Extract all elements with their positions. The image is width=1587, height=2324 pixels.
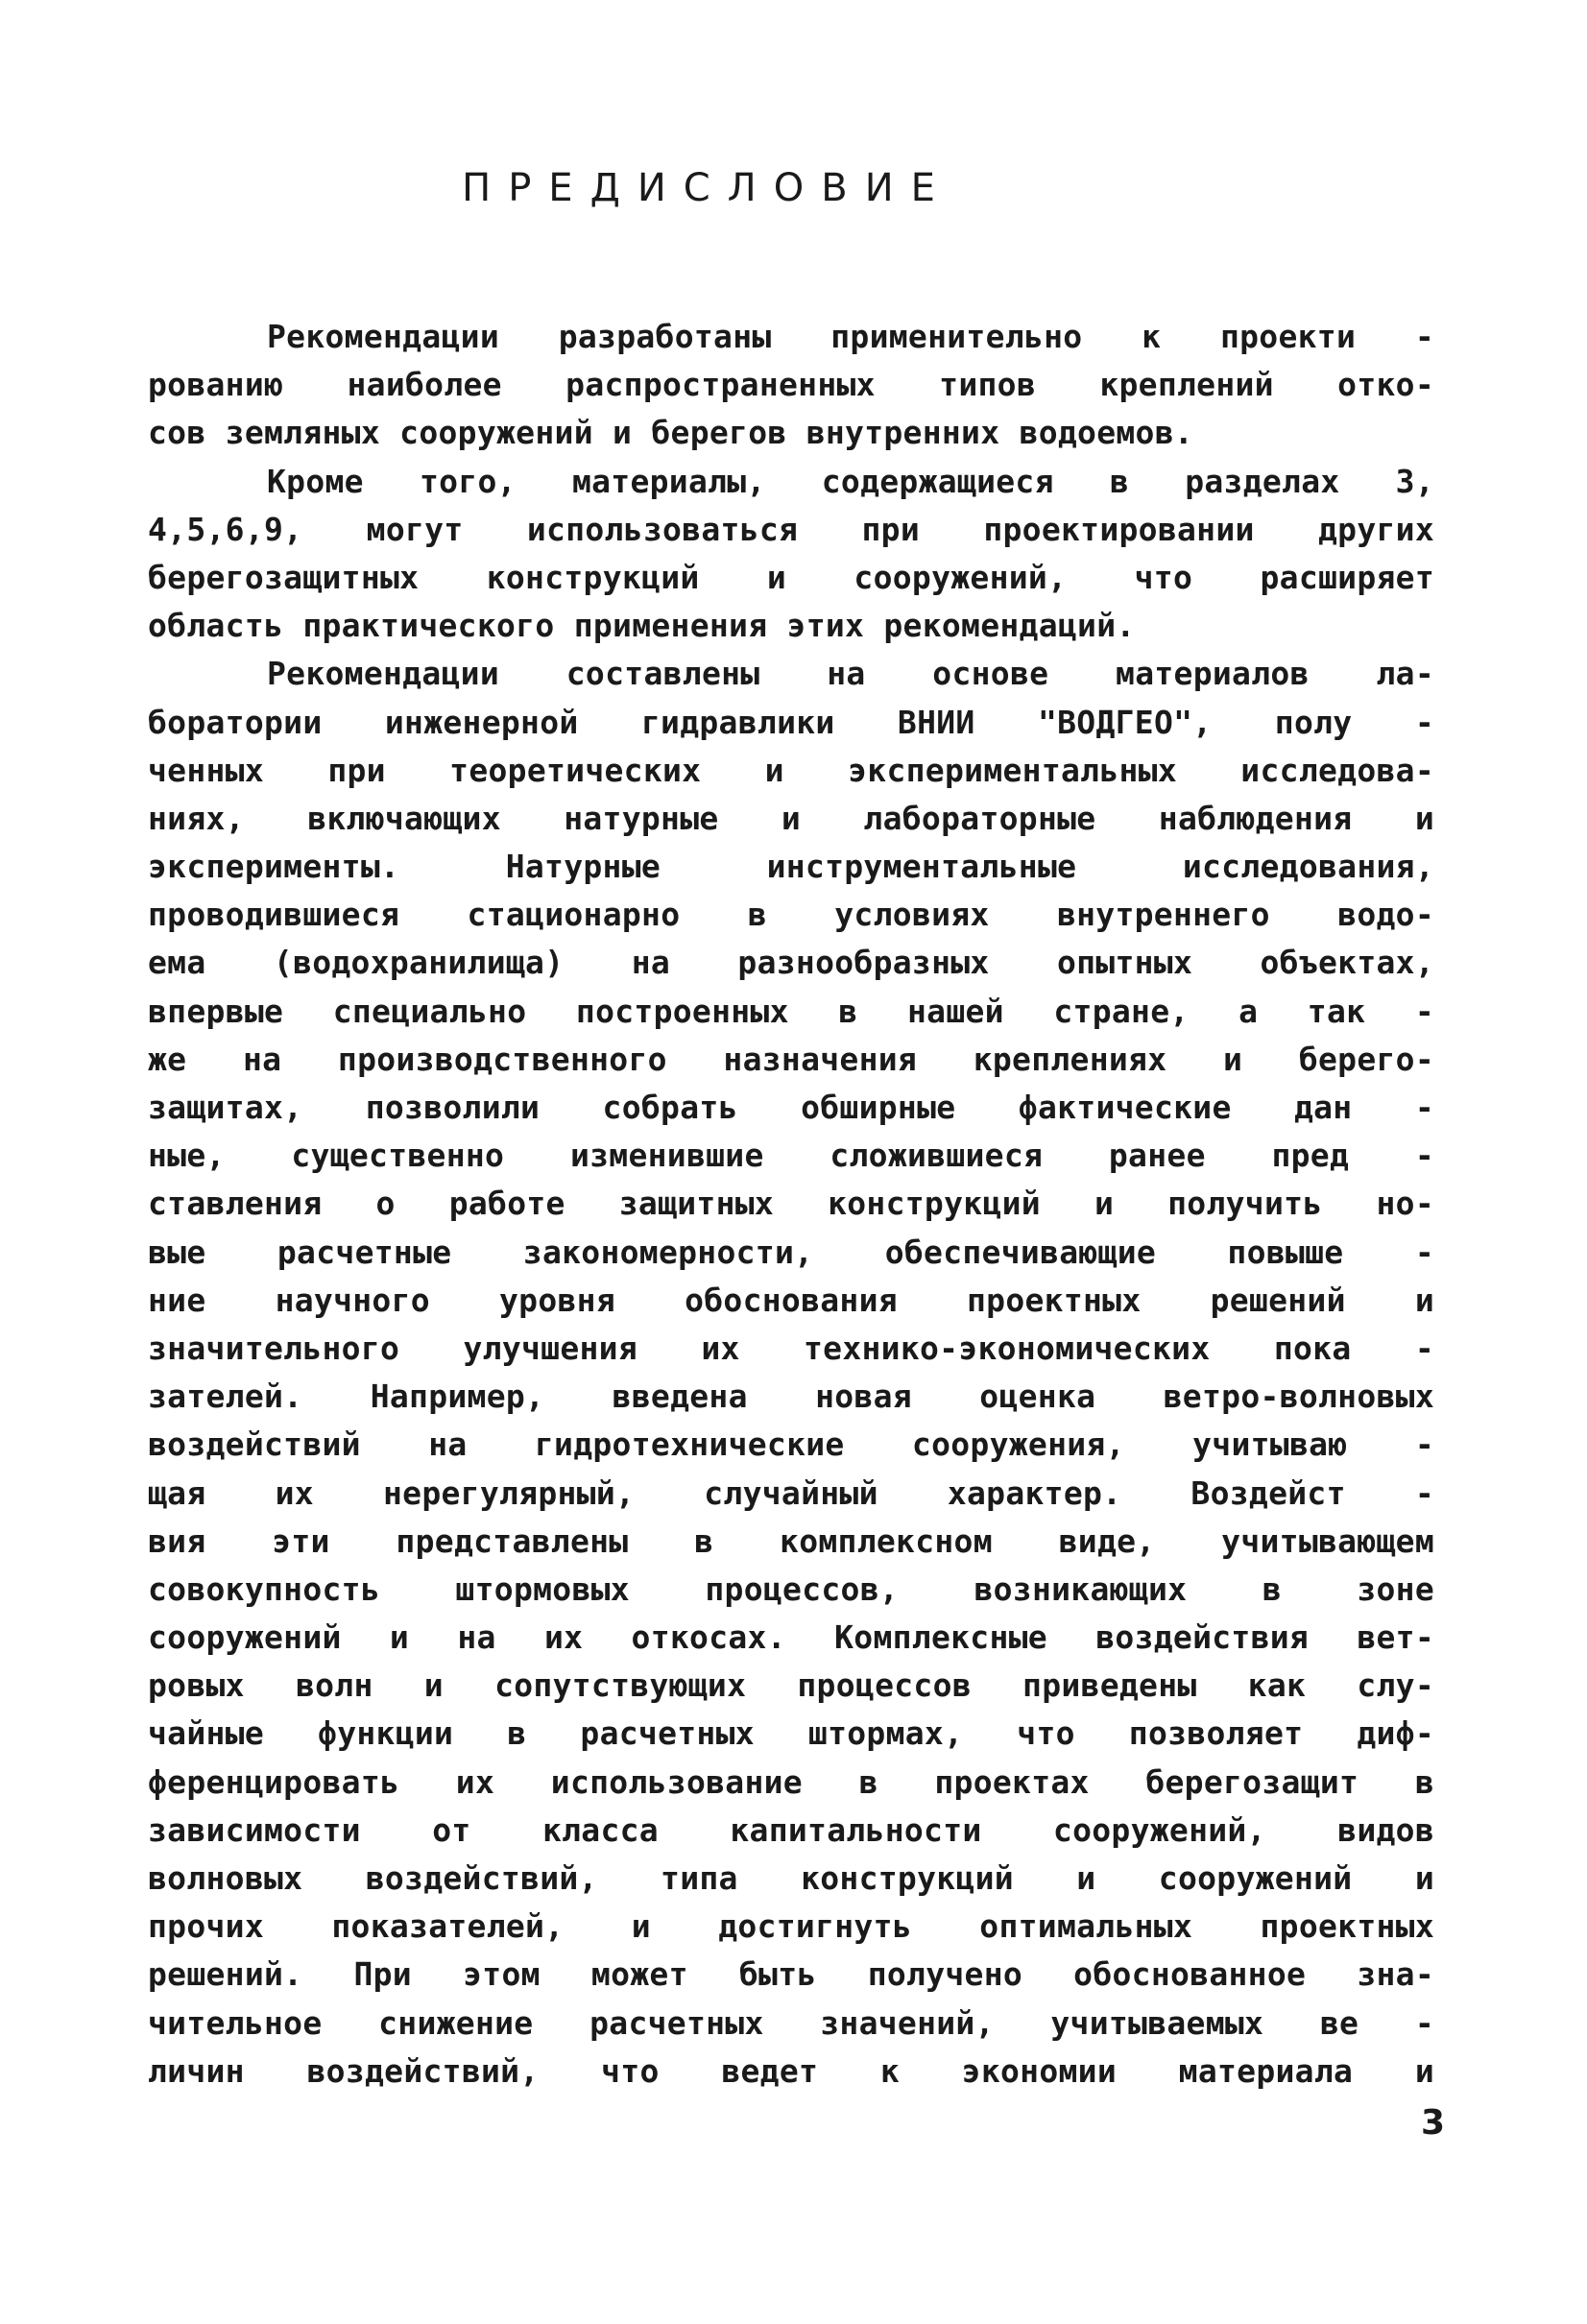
text-line: чайные функции в расчетных штормах, что позволяет диф-	[148, 1714, 1434, 1753]
text-line: боратории инженерной гидравлики ВНИИ "ВОДГЕО", полу -	[148, 703, 1434, 741]
text-line: зависимости от класса капитальности сооружений, видов	[148, 1810, 1434, 1849]
text-line: ние научного уровня обоснования проектных решений и	[148, 1281, 1434, 1319]
page-number: 3	[1420, 2103, 1445, 2143]
text-line: Рекомендации разработаны применительно к проекти -	[267, 318, 1434, 355]
text-line: сов земляных сооружений и берегов внутренних водоемов.	[148, 414, 1194, 452]
text-line: прочих показателей, и достигнуть оптимальных проектных	[148, 1907, 1434, 1946]
text-line: ставления о работе защитных конструкций и получить но-	[148, 1185, 1434, 1223]
text-line: рованию наиболее распространенных типов креплений отко-	[148, 366, 1434, 404]
text-line: ема (водохранилища) на разнообразных опытных объектах,	[148, 944, 1434, 982]
text-line: совокупность штормовых процессов, возникающих в зоне	[148, 1569, 1434, 1608]
text-line: щая их нерегулярный, случайный характер. Воздейст -	[148, 1473, 1434, 1512]
text-line: вые расчетные закономерности, обеспечивающие повыше -	[148, 1233, 1434, 1271]
text-line: ференцировать их использование в проектах берегозащит в	[148, 1762, 1434, 1801]
text-line: же на производственного назначения креплениях и берего-	[148, 1040, 1434, 1078]
text-line: ровых волн и сопутствующих процессов приведены как слу-	[148, 1666, 1434, 1705]
text-line: воздействий на гидротехнические сооружения, учитываю -	[148, 1426, 1434, 1464]
text-line: решений. При этом может быть получено обоснованное зна-	[148, 1955, 1434, 1994]
text-line: область практического применения этих рекомендаций.	[148, 607, 1136, 645]
text-line: берегозащитных конструкций и сооружений, что расширяет	[148, 558, 1434, 596]
text-line: эксперименты. Натурные инструментальные исследования,	[148, 848, 1434, 886]
text-line: проводившиеся стационарно в условиях внутреннего водо-	[148, 896, 1434, 934]
text-line: зателей. Например, введена новая оценка ветро-волновых	[148, 1378, 1434, 1416]
text-line: ные, существенно изменившие сложившиеся ранее пред -	[148, 1137, 1434, 1175]
page-heading: ПРЕДИСЛОВИЕ	[462, 166, 952, 210]
text-line: вия эти представлены в комплексном виде, учитывающем	[148, 1521, 1434, 1560]
text-line: ниях, включающих натурные и лабораторные наблюдения и	[148, 799, 1434, 837]
text-line: ченных при теоретических и экспериментальных исследова-	[148, 751, 1434, 789]
text-line: Кроме того, материалы, содержащиеся в разделах 3,	[267, 462, 1434, 500]
text-line: сооружений и на их откосах. Комплексные воздействия вет-	[148, 1618, 1434, 1657]
text-line: волновых воздействий, типа конструкций и сооружений и	[148, 1859, 1434, 1897]
text-line: 4,5,6,9, могут использоваться при проектировании других	[148, 510, 1434, 548]
text-line: личин воздействий, что ведет к экономии материала и	[148, 2051, 1434, 2090]
text-line: чительное снижение расчетных значений, учитываемых ве -	[148, 2003, 1434, 2042]
text-line: значительного улучшения их технико-экономических пока -	[148, 1329, 1434, 1367]
text-line: защитах, позволили собрать обширные фактические дан -	[148, 1089, 1434, 1126]
text-line: Рекомендации составлены на основе материалов ла-	[267, 655, 1434, 693]
preface-body	[148, 313, 1434, 2096]
text-line: впервые специально построенных в нашей стране, а так -	[148, 992, 1434, 1030]
